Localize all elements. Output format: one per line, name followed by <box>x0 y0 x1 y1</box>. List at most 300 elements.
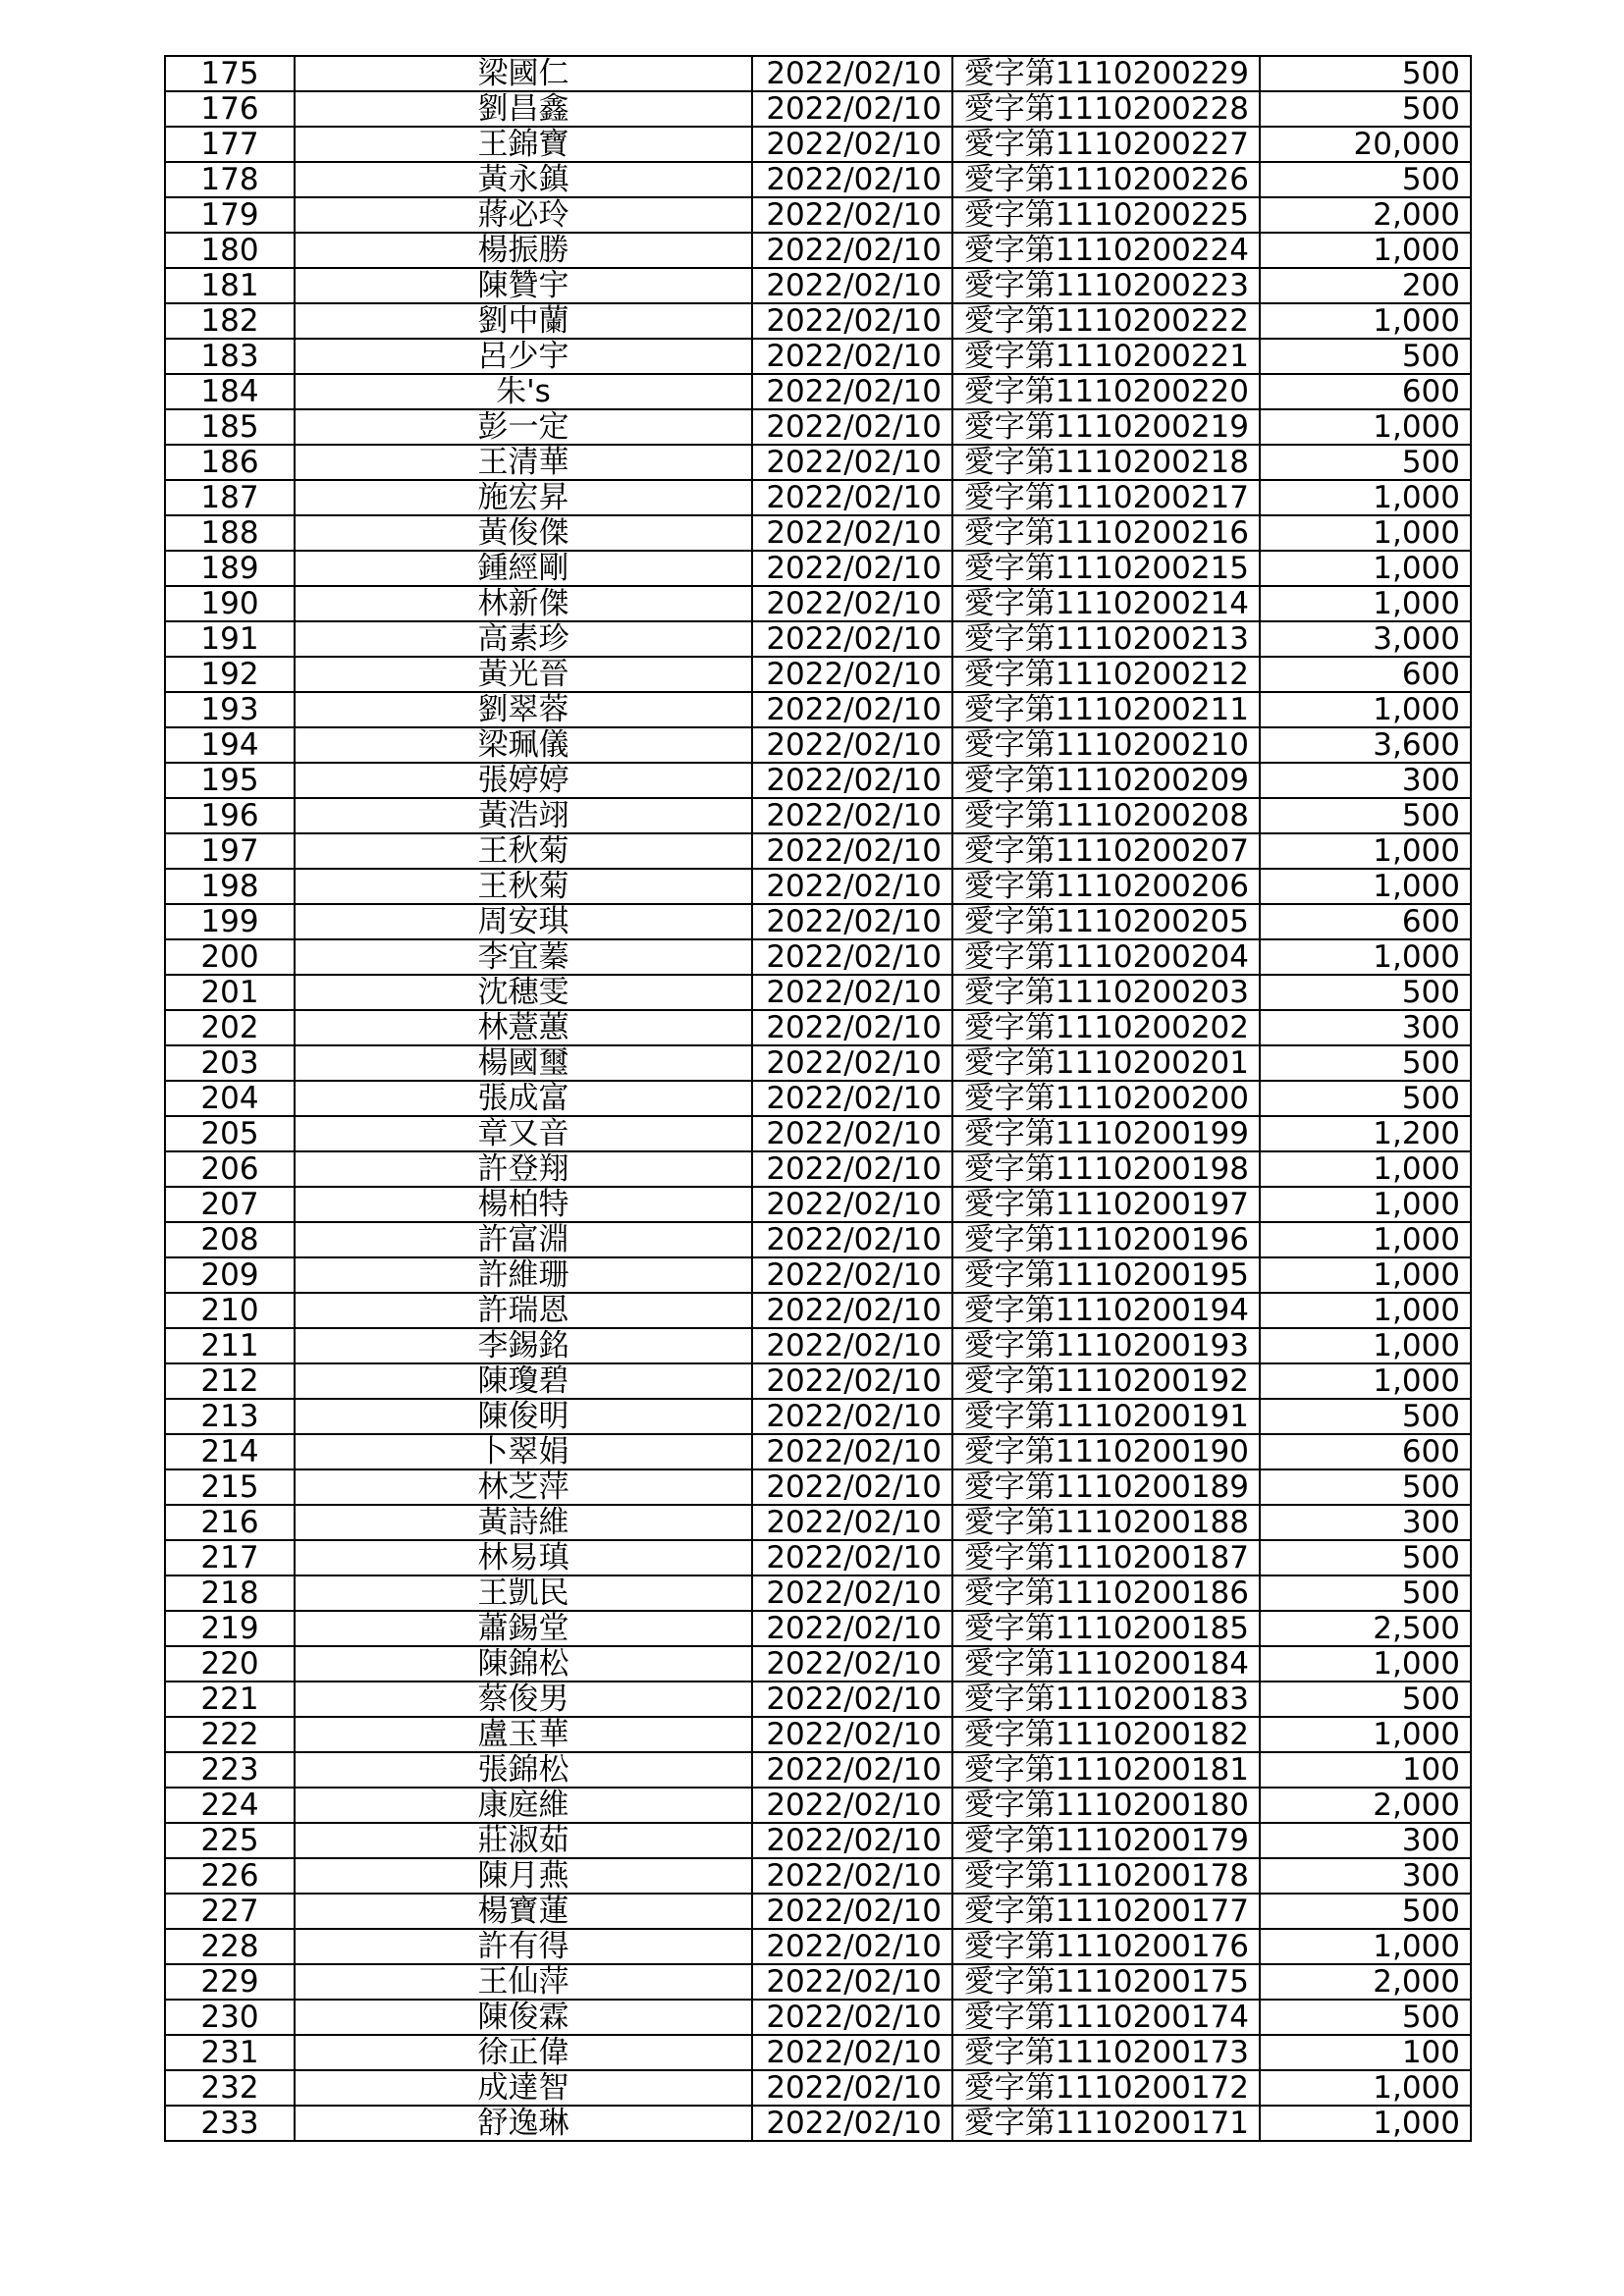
cell-date: 2022/02/10 <box>752 409 952 445</box>
table-row <box>165 1894 1471 1929</box>
cell-amount: 600 <box>1260 657 1471 692</box>
cell-sequence-number: 228 <box>165 1929 295 1964</box>
cell-amount: 1,000 <box>1260 480 1471 515</box>
cell-amount: 500 <box>1260 1540 1471 1575</box>
cell-amount: 300 <box>1260 1823 1471 1858</box>
table-row <box>165 1858 1471 1894</box>
cell-sequence-number: 229 <box>165 1964 295 2000</box>
cell-date: 2022/02/10 <box>752 551 952 586</box>
table-row <box>165 1823 1471 1858</box>
cell-receipt-number: 愛字第1110200227 <box>952 127 1260 162</box>
cell-sequence-number: 182 <box>165 303 295 339</box>
table-row <box>165 1399 1471 1434</box>
table-row <box>165 56 1471 91</box>
cell-receipt-number: 愛字第1110200224 <box>952 233 1260 268</box>
cell-donor-name: 朱's <box>295 374 752 409</box>
cell-receipt-number: 愛字第1110200225 <box>952 197 1260 233</box>
cell-donor-name: 高素珍 <box>295 621 752 657</box>
cell-date: 2022/02/10 <box>752 233 952 268</box>
cell-receipt-number: 愛字第1110200181 <box>952 1752 1260 1788</box>
cell-donor-name: 莊淑茹 <box>295 1823 752 1858</box>
cell-date: 2022/02/10 <box>752 939 952 975</box>
cell-amount: 500 <box>1260 1894 1471 1929</box>
cell-sequence-number: 179 <box>165 197 295 233</box>
cell-date: 2022/02/10 <box>752 1682 952 1717</box>
cell-date: 2022/02/10 <box>752 1116 952 1151</box>
cell-sequence-number: 176 <box>165 91 295 127</box>
cell-amount: 1,000 <box>1260 1363 1471 1399</box>
table-row <box>165 1575 1471 1611</box>
table-row <box>165 621 1471 657</box>
cell-date: 2022/02/10 <box>752 1646 952 1682</box>
cell-donor-name: 呂少宇 <box>295 339 752 374</box>
cell-receipt-number: 愛字第1110200180 <box>952 1788 1260 1823</box>
cell-receipt-number: 愛字第1110200216 <box>952 515 1260 551</box>
cell-sequence-number: 203 <box>165 1045 295 1081</box>
table-row <box>165 1328 1471 1363</box>
cell-receipt-number: 愛字第1110200205 <box>952 904 1260 939</box>
cell-sequence-number: 224 <box>165 1788 295 1823</box>
cell-receipt-number: 愛字第1110200214 <box>952 586 1260 621</box>
cell-amount: 1,000 <box>1260 939 1471 975</box>
cell-receipt-number: 愛字第1110200190 <box>952 1434 1260 1469</box>
cell-date: 2022/02/10 <box>752 763 952 798</box>
table-row <box>165 975 1471 1010</box>
cell-sequence-number: 226 <box>165 1858 295 1894</box>
table-row <box>165 1045 1471 1081</box>
cell-donor-name: 成達智 <box>295 2070 752 2106</box>
cell-amount: 1,000 <box>1260 1151 1471 1187</box>
cell-donor-name: 劉中蘭 <box>295 303 752 339</box>
cell-receipt-number: 愛字第1110200202 <box>952 1010 1260 1045</box>
cell-amount: 1,200 <box>1260 1116 1471 1151</box>
cell-donor-name: 楊寶蓮 <box>295 1894 752 1929</box>
cell-receipt-number: 愛字第1110200211 <box>952 692 1260 727</box>
cell-amount: 1,000 <box>1260 2070 1471 2106</box>
table-row <box>165 586 1471 621</box>
cell-amount: 1,000 <box>1260 586 1471 621</box>
cell-amount: 500 <box>1260 91 1471 127</box>
cell-receipt-number: 愛字第1110200223 <box>952 268 1260 303</box>
cell-sequence-number: 194 <box>165 727 295 763</box>
cell-amount: 1,000 <box>1260 1646 1471 1682</box>
cell-amount: 500 <box>1260 1575 1471 1611</box>
cell-sequence-number: 212 <box>165 1363 295 1399</box>
cell-donor-name: 林薏蕙 <box>295 1010 752 1045</box>
cell-donor-name: 施宏昇 <box>295 480 752 515</box>
cell-sequence-number: 184 <box>165 374 295 409</box>
table-row <box>165 409 1471 445</box>
table-row <box>165 1116 1471 1151</box>
cell-sequence-number: 210 <box>165 1293 295 1328</box>
cell-date: 2022/02/10 <box>752 1788 952 1823</box>
cell-amount: 1,000 <box>1260 303 1471 339</box>
cell-receipt-number: 愛字第1110200186 <box>952 1575 1260 1611</box>
cell-donor-name: 梁國仁 <box>295 56 752 91</box>
cell-date: 2022/02/10 <box>752 1540 952 1575</box>
donation-table-body <box>165 56 1471 2141</box>
cell-date: 2022/02/10 <box>752 1399 952 1434</box>
cell-receipt-number: 愛字第1110200215 <box>952 551 1260 586</box>
cell-amount: 300 <box>1260 1505 1471 1540</box>
cell-sequence-number: 217 <box>165 1540 295 1575</box>
cell-amount: 1,000 <box>1260 233 1471 268</box>
cell-date: 2022/02/10 <box>752 1752 952 1788</box>
cell-sequence-number: 186 <box>165 445 295 480</box>
table-row <box>165 939 1471 975</box>
cell-receipt-number: 愛字第1110200217 <box>952 480 1260 515</box>
cell-date: 2022/02/10 <box>752 1894 952 1929</box>
cell-sequence-number: 215 <box>165 1469 295 1505</box>
cell-amount: 2,000 <box>1260 1788 1471 1823</box>
cell-donor-name: 梁珮儀 <box>295 727 752 763</box>
cell-donor-name: 彭一定 <box>295 409 752 445</box>
cell-date: 2022/02/10 <box>752 1823 952 1858</box>
cell-donor-name: 張錦松 <box>295 1752 752 1788</box>
table-row <box>165 1505 1471 1540</box>
cell-date: 2022/02/10 <box>752 1858 952 1894</box>
cell-donor-name: 陳瓊碧 <box>295 1363 752 1399</box>
cell-date: 2022/02/10 <box>752 1222 952 1257</box>
cell-amount: 1,000 <box>1260 409 1471 445</box>
table-row <box>165 2035 1471 2070</box>
table-row <box>165 233 1471 268</box>
cell-amount: 500 <box>1260 1081 1471 1116</box>
cell-amount: 2,000 <box>1260 1964 1471 2000</box>
cell-amount: 500 <box>1260 339 1471 374</box>
cell-date: 2022/02/10 <box>752 1434 952 1469</box>
cell-date: 2022/02/10 <box>752 1929 952 1964</box>
cell-receipt-number: 愛字第1110200187 <box>952 1540 1260 1575</box>
cell-donor-name: 鍾經剛 <box>295 551 752 586</box>
cell-receipt-number: 愛字第1110200222 <box>952 303 1260 339</box>
cell-sequence-number: 233 <box>165 2106 295 2141</box>
cell-date: 2022/02/10 <box>752 1257 952 1293</box>
cell-donor-name: 林新傑 <box>295 586 752 621</box>
cell-amount: 600 <box>1260 904 1471 939</box>
cell-receipt-number: 愛字第1110200185 <box>952 1611 1260 1646</box>
cell-sequence-number: 196 <box>165 798 295 833</box>
cell-donor-name: 陳月燕 <box>295 1858 752 1894</box>
cell-sequence-number: 220 <box>165 1646 295 1682</box>
cell-date: 2022/02/10 <box>752 1575 952 1611</box>
cell-amount: 300 <box>1260 763 1471 798</box>
table-row <box>165 833 1471 869</box>
cell-sequence-number: 200 <box>165 939 295 975</box>
cell-date: 2022/02/10 <box>752 1010 952 1045</box>
cell-sequence-number: 204 <box>165 1081 295 1116</box>
cell-receipt-number: 愛字第1110200182 <box>952 1717 1260 1752</box>
cell-amount: 1,000 <box>1260 1222 1471 1257</box>
cell-donor-name: 蔡俊男 <box>295 1682 752 1717</box>
cell-receipt-number: 愛字第1110200200 <box>952 1081 1260 1116</box>
cell-receipt-number: 愛字第1110200189 <box>952 1469 1260 1505</box>
cell-date: 2022/02/10 <box>752 1505 952 1540</box>
cell-amount: 500 <box>1260 1682 1471 1717</box>
cell-amount: 300 <box>1260 1858 1471 1894</box>
cell-donor-name: 王清華 <box>295 445 752 480</box>
cell-receipt-number: 愛字第1110200198 <box>952 1151 1260 1187</box>
cell-sequence-number: 193 <box>165 692 295 727</box>
donation-table <box>164 55 1472 2142</box>
cell-amount: 1,000 <box>1260 1257 1471 1293</box>
cell-receipt-number: 愛字第1110200229 <box>952 56 1260 91</box>
cell-receipt-number: 愛字第1110200226 <box>952 162 1260 197</box>
cell-sequence-number: 231 <box>165 2035 295 2070</box>
cell-sequence-number: 181 <box>165 268 295 303</box>
cell-sequence-number: 185 <box>165 409 295 445</box>
cell-receipt-number: 愛字第1110200201 <box>952 1045 1260 1081</box>
cell-receipt-number: 愛字第1110200171 <box>952 2106 1260 2141</box>
cell-receipt-number: 愛字第1110200184 <box>952 1646 1260 1682</box>
cell-amount: 1,000 <box>1260 515 1471 551</box>
cell-amount: 500 <box>1260 798 1471 833</box>
cell-amount: 500 <box>1260 1045 1471 1081</box>
cell-amount: 500 <box>1260 975 1471 1010</box>
cell-date: 2022/02/10 <box>752 339 952 374</box>
cell-amount: 500 <box>1260 56 1471 91</box>
cell-date: 2022/02/10 <box>752 1293 952 1328</box>
cell-receipt-number: 愛字第1110200177 <box>952 1894 1260 1929</box>
cell-date: 2022/02/10 <box>752 657 952 692</box>
cell-receipt-number: 愛字第1110200172 <box>952 2070 1260 2106</box>
cell-amount: 1,000 <box>1260 2106 1471 2141</box>
cell-sequence-number: 207 <box>165 1187 295 1222</box>
cell-sequence-number: 222 <box>165 1717 295 1752</box>
cell-sequence-number: 206 <box>165 1151 295 1187</box>
cell-sequence-number: 216 <box>165 1505 295 1540</box>
cell-receipt-number: 愛字第1110200212 <box>952 657 1260 692</box>
cell-date: 2022/02/10 <box>752 869 952 904</box>
cell-donor-name: 黃永鎮 <box>295 162 752 197</box>
cell-donor-name: 林芝萍 <box>295 1469 752 1505</box>
cell-amount: 500 <box>1260 445 1471 480</box>
cell-date: 2022/02/10 <box>752 1151 952 1187</box>
cell-sequence-number: 213 <box>165 1399 295 1434</box>
cell-sequence-number: 218 <box>165 1575 295 1611</box>
cell-sequence-number: 221 <box>165 1682 295 1717</box>
cell-donor-name: 徐正偉 <box>295 2035 752 2070</box>
cell-date: 2022/02/10 <box>752 975 952 1010</box>
cell-receipt-number: 愛字第1110200195 <box>952 1257 1260 1293</box>
table-row <box>165 798 1471 833</box>
cell-donor-name: 黃俊傑 <box>295 515 752 551</box>
cell-donor-name: 王錦寶 <box>295 127 752 162</box>
cell-donor-name: 蔣必玲 <box>295 197 752 233</box>
cell-sequence-number: 223 <box>165 1752 295 1788</box>
table-row <box>165 1187 1471 1222</box>
cell-amount: 1,000 <box>1260 551 1471 586</box>
cell-receipt-number: 愛字第1110200218 <box>952 445 1260 480</box>
table-row <box>165 1611 1471 1646</box>
cell-amount: 1,000 <box>1260 1187 1471 1222</box>
table-row <box>165 1717 1471 1752</box>
cell-amount: 100 <box>1260 1752 1471 1788</box>
cell-sequence-number: 227 <box>165 1894 295 1929</box>
cell-receipt-number: 愛字第1110200191 <box>952 1399 1260 1434</box>
cell-amount: 1,000 <box>1260 1293 1471 1328</box>
cell-sequence-number: 205 <box>165 1116 295 1151</box>
cell-date: 2022/02/10 <box>752 197 952 233</box>
cell-donor-name: 康庭維 <box>295 1788 752 1823</box>
cell-sequence-number: 211 <box>165 1328 295 1363</box>
table-row <box>165 91 1471 127</box>
cell-sequence-number: 197 <box>165 833 295 869</box>
table-row <box>165 268 1471 303</box>
table-row <box>165 374 1471 409</box>
table-row <box>165 1788 1471 1823</box>
cell-date: 2022/02/10 <box>752 833 952 869</box>
cell-donor-name: 張成富 <box>295 1081 752 1116</box>
table-row <box>165 303 1471 339</box>
table-row <box>165 1540 1471 1575</box>
cell-amount: 3,600 <box>1260 727 1471 763</box>
cell-receipt-number: 愛字第1110200203 <box>952 975 1260 1010</box>
cell-sequence-number: 189 <box>165 551 295 586</box>
cell-sequence-number: 183 <box>165 339 295 374</box>
cell-receipt-number: 愛字第1110200207 <box>952 833 1260 869</box>
cell-date: 2022/02/10 <box>752 303 952 339</box>
table-row <box>165 1293 1471 1328</box>
cell-sequence-number: 199 <box>165 904 295 939</box>
cell-receipt-number: 愛字第1110200220 <box>952 374 1260 409</box>
cell-sequence-number: 219 <box>165 1611 295 1646</box>
cell-sequence-number: 192 <box>165 657 295 692</box>
cell-receipt-number: 愛字第1110200178 <box>952 1858 1260 1894</box>
cell-receipt-number: 愛字第1110200210 <box>952 727 1260 763</box>
table-row <box>165 197 1471 233</box>
table-row <box>165 2000 1471 2035</box>
cell-receipt-number: 愛字第1110200192 <box>952 1363 1260 1399</box>
cell-receipt-number: 愛字第1110200219 <box>952 409 1260 445</box>
cell-receipt-number: 愛字第1110200209 <box>952 763 1260 798</box>
cell-donor-name: 楊振勝 <box>295 233 752 268</box>
cell-date: 2022/02/10 <box>752 445 952 480</box>
cell-receipt-number: 愛字第1110200173 <box>952 2035 1260 2070</box>
cell-amount: 100 <box>1260 2035 1471 2070</box>
cell-amount: 1,000 <box>1260 1929 1471 1964</box>
cell-date: 2022/02/10 <box>752 2000 952 2035</box>
cell-donor-name: 許登翔 <box>295 1151 752 1187</box>
cell-donor-name: 楊柏特 <box>295 1187 752 1222</box>
table-row <box>165 1363 1471 1399</box>
cell-date: 2022/02/10 <box>752 621 952 657</box>
cell-donor-name: 陳贊宇 <box>295 268 752 303</box>
cell-receipt-number: 愛字第1110200179 <box>952 1823 1260 1858</box>
cell-amount: 1,000 <box>1260 1717 1471 1752</box>
cell-donor-name: 許有得 <box>295 1929 752 1964</box>
cell-date: 2022/02/10 <box>752 91 952 127</box>
cell-sequence-number: 188 <box>165 515 295 551</box>
cell-donor-name: 許瑞恩 <box>295 1293 752 1328</box>
cell-date: 2022/02/10 <box>752 1964 952 2000</box>
table-row <box>165 127 1471 162</box>
cell-receipt-number: 愛字第1110200199 <box>952 1116 1260 1151</box>
cell-receipt-number: 愛字第1110200197 <box>952 1187 1260 1222</box>
cell-date: 2022/02/10 <box>752 127 952 162</box>
table-row <box>165 1752 1471 1788</box>
cell-date: 2022/02/10 <box>752 2070 952 2106</box>
cell-sequence-number: 232 <box>165 2070 295 2106</box>
cell-sequence-number: 177 <box>165 127 295 162</box>
cell-date: 2022/02/10 <box>752 1469 952 1505</box>
cell-receipt-number: 愛字第1110200204 <box>952 939 1260 975</box>
cell-sequence-number: 190 <box>165 586 295 621</box>
cell-amount: 2,000 <box>1260 197 1471 233</box>
cell-receipt-number: 愛字第1110200221 <box>952 339 1260 374</box>
cell-amount: 500 <box>1260 1469 1471 1505</box>
cell-receipt-number: 愛字第1110200194 <box>952 1293 1260 1328</box>
table-row <box>165 1434 1471 1469</box>
cell-date: 2022/02/10 <box>752 268 952 303</box>
cell-donor-name: 張婷婷 <box>295 763 752 798</box>
cell-date: 2022/02/10 <box>752 374 952 409</box>
cell-receipt-number: 愛字第1110200228 <box>952 91 1260 127</box>
cell-amount: 500 <box>1260 162 1471 197</box>
table-row <box>165 339 1471 374</box>
cell-amount: 2,500 <box>1260 1611 1471 1646</box>
cell-donor-name: 王凱民 <box>295 1575 752 1611</box>
cell-donor-name: 周安琪 <box>295 904 752 939</box>
cell-donor-name: 王仙萍 <box>295 1964 752 2000</box>
cell-donor-name: 李宜蓁 <box>295 939 752 975</box>
cell-donor-name: 沈穗雯 <box>295 975 752 1010</box>
cell-amount: 20,000 <box>1260 127 1471 162</box>
cell-donor-name: 劉昌鑫 <box>295 91 752 127</box>
cell-sequence-number: 230 <box>165 2000 295 2035</box>
cell-donor-name: 黃光晉 <box>295 657 752 692</box>
cell-date: 2022/02/10 <box>752 727 952 763</box>
cell-sequence-number: 202 <box>165 1010 295 1045</box>
cell-amount: 300 <box>1260 1010 1471 1045</box>
cell-receipt-number: 愛字第1110200183 <box>952 1682 1260 1717</box>
cell-sequence-number: 187 <box>165 480 295 515</box>
cell-donor-name: 卜翠娟 <box>295 1434 752 1469</box>
table-row <box>165 162 1471 197</box>
cell-donor-name: 盧玉華 <box>295 1717 752 1752</box>
cell-sequence-number: 201 <box>165 975 295 1010</box>
cell-donor-name: 章又音 <box>295 1116 752 1151</box>
table-row <box>165 445 1471 480</box>
cell-donor-name: 舒逸琳 <box>295 2106 752 2141</box>
cell-date: 2022/02/10 <box>752 1717 952 1752</box>
cell-date: 2022/02/10 <box>752 480 952 515</box>
table-row <box>165 1964 1471 2000</box>
cell-sequence-number: 225 <box>165 1823 295 1858</box>
table-row <box>165 657 1471 692</box>
table-row <box>165 1646 1471 1682</box>
table-row <box>165 551 1471 586</box>
table-row <box>165 692 1471 727</box>
cell-donor-name: 林易瑱 <box>295 1540 752 1575</box>
cell-date: 2022/02/10 <box>752 1045 952 1081</box>
cell-date: 2022/02/10 <box>752 904 952 939</box>
table-row <box>165 1469 1471 1505</box>
cell-date: 2022/02/10 <box>752 1328 952 1363</box>
cell-donor-name: 陳俊霖 <box>295 2000 752 2035</box>
cell-amount: 1,000 <box>1260 833 1471 869</box>
cell-receipt-number: 愛字第1110200176 <box>952 1929 1260 1964</box>
cell-date: 2022/02/10 <box>752 2106 952 2141</box>
cell-donor-name: 楊國璽 <box>295 1045 752 1081</box>
cell-amount: 1,000 <box>1260 869 1471 904</box>
table-row <box>165 515 1471 551</box>
cell-receipt-number: 愛字第1110200196 <box>952 1222 1260 1257</box>
cell-amount: 500 <box>1260 1399 1471 1434</box>
cell-sequence-number: 175 <box>165 56 295 91</box>
cell-date: 2022/02/10 <box>752 1081 952 1116</box>
cell-receipt-number: 愛字第1110200213 <box>952 621 1260 657</box>
